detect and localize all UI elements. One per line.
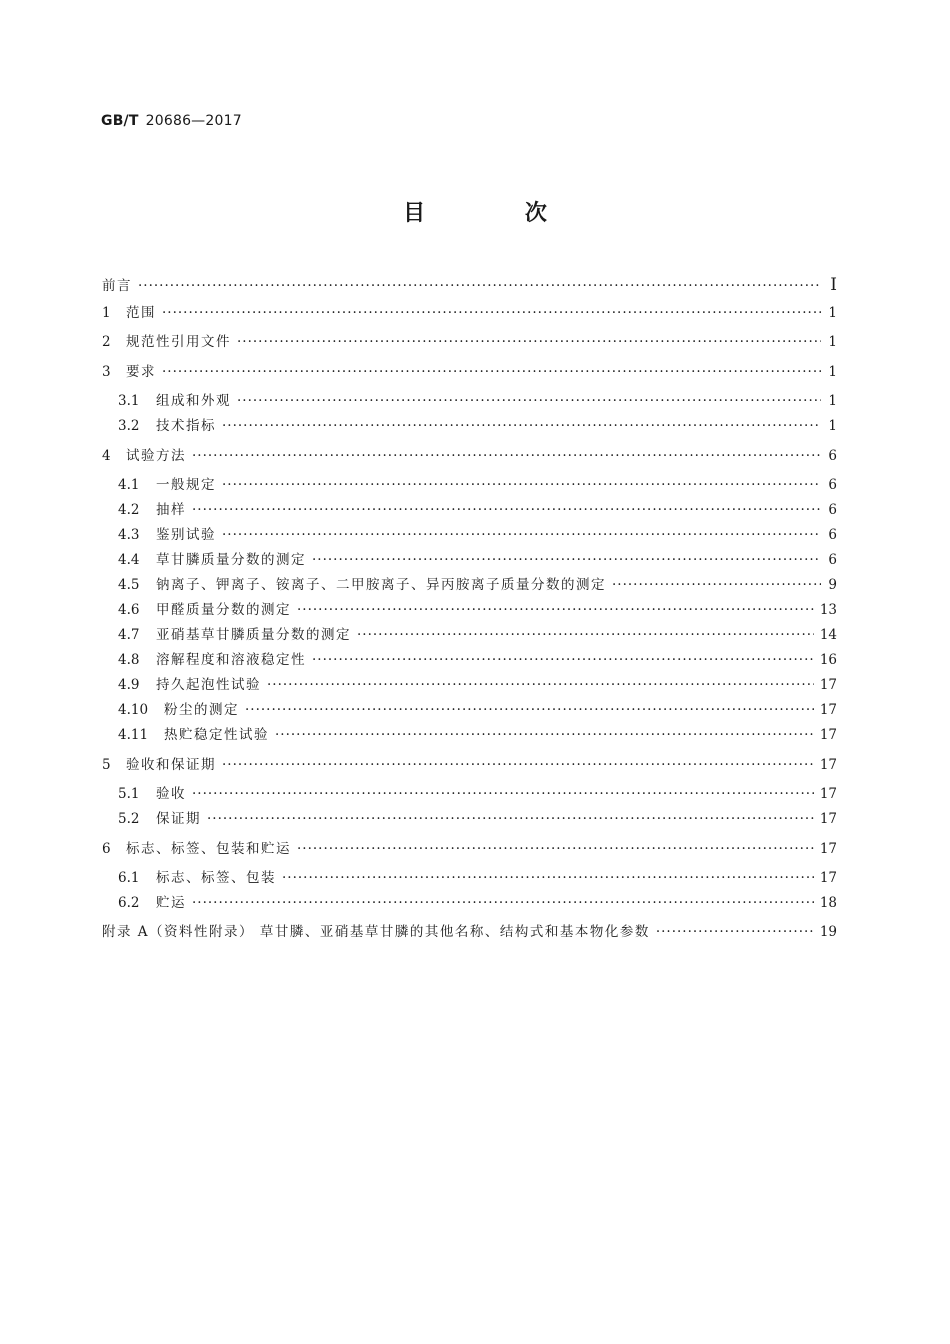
toc-leader-dots [192, 500, 821, 520]
toc-entry-title: 粉尘的测定 [164, 702, 239, 718]
toc-entry-page: 6 [828, 477, 837, 493]
toc-entry[interactable] [102, 275, 837, 295]
toc-entry-title: 贮运 [156, 895, 186, 911]
toc-entry-number: 6.1 [118, 870, 140, 886]
toc-entry-title: 标志、标签、包装 [156, 870, 276, 886]
toc-entry-title: 甲醛质量分数的测定 [156, 602, 291, 618]
toc-leader-dots [357, 625, 814, 645]
toc-entry-page: 17 [819, 757, 837, 773]
toc-entry-page: 14 [819, 627, 837, 643]
toc-entry-page: 1 [828, 393, 837, 409]
toc-leader-dots [222, 525, 821, 545]
toc-leader-dots [297, 839, 814, 859]
toc-entry[interactable] [102, 303, 837, 323]
toc-entry-title: 附录 A（资料性附录） 草甘膦、亚硝基草甘膦的其他名称、结构式和基本物化参数 [102, 924, 650, 940]
toc-entry-number: 4.1 [118, 477, 140, 493]
toc-entry-page: 1 [828, 305, 837, 321]
toc-leader-dots [192, 446, 821, 466]
toc-title: 目 次 [403, 201, 593, 226]
toc-leader-dots [312, 650, 814, 670]
toc-entry-title: 规范性引用文件 [126, 334, 231, 350]
toc-entry-title: 抽样 [156, 502, 186, 518]
toc-leader-dots [297, 600, 814, 620]
toc-entry-page: 17 [819, 841, 837, 857]
toc-entry[interactable] [102, 839, 837, 859]
toc-leader-dots [222, 416, 821, 436]
toc-entry-page: 19 [819, 924, 837, 940]
toc-entry-number: 4.9 [118, 677, 140, 693]
toc-entry-page: 1 [828, 364, 837, 380]
toc-leader-dots [162, 303, 821, 323]
toc-leader-dots [138, 276, 821, 296]
toc-entry-page: 17 [819, 702, 837, 718]
toc-entry[interactable] [102, 362, 837, 382]
toc-entry-page: 17 [819, 870, 837, 886]
toc-entry-title: 验收 [156, 786, 186, 802]
toc-entry[interactable] [118, 809, 837, 829]
toc-entry[interactable] [118, 525, 837, 545]
toc-entry[interactable] [118, 893, 837, 913]
toc-entry-page: 18 [819, 895, 837, 911]
toc-entry-number: 5.1 [118, 786, 140, 802]
toc-entry-number: 5 [102, 757, 111, 773]
standard-prefix: GB/T [101, 113, 139, 129]
toc-entry[interactable] [118, 416, 837, 436]
toc-entry-number: 4.3 [118, 527, 140, 543]
toc-entry-title: 前言 [102, 278, 132, 294]
toc-entry[interactable] [118, 650, 837, 670]
toc-entry-title: 保证期 [156, 811, 201, 827]
toc-entry[interactable] [118, 600, 837, 620]
toc-leader-dots [282, 868, 814, 888]
toc-entry-number: 1 [102, 305, 111, 321]
toc-entry-title: 溶解程度和溶液稳定性 [156, 652, 306, 668]
toc-entry[interactable] [102, 332, 837, 352]
toc-entry-page: 1 [828, 334, 837, 350]
toc-entry-number: 3.2 [118, 418, 140, 434]
toc-entry[interactable] [118, 675, 837, 695]
toc-entry[interactable] [118, 868, 837, 888]
toc-entry-title: 试验方法 [126, 448, 186, 464]
toc-entry-title: 一般规定 [156, 477, 216, 493]
toc-entry-number: 3 [102, 364, 111, 380]
toc-leader-dots [192, 784, 814, 804]
toc-entry-title: 热贮稳定性试验 [164, 727, 269, 743]
toc-entry-title: 亚硝基草甘膦质量分数的测定 [156, 627, 351, 643]
toc-entry-title: 技术指标 [156, 418, 216, 434]
toc-entry-title: 持久起泡性试验 [156, 677, 261, 693]
toc-entry-page: 17 [819, 727, 837, 743]
toc-entry-page: 6 [828, 527, 837, 543]
toc-entry-number: 4.11 [118, 727, 149, 743]
standard-code [101, 113, 242, 129]
toc-entry-page: 1 [828, 418, 837, 434]
toc-entry-number: 4.5 [118, 577, 140, 593]
toc-leader-dots [275, 725, 814, 745]
toc-leader-dots [612, 575, 821, 595]
toc-leader-dots [312, 550, 821, 570]
toc-entry-page: 13 [819, 602, 837, 618]
toc-leader-dots [207, 809, 814, 829]
toc-leader-dots [656, 922, 814, 942]
toc-entry-title: 要求 [126, 364, 156, 380]
toc-leader-dots [222, 475, 821, 495]
toc-entry[interactable] [118, 575, 837, 595]
toc-entry-title: 鉴别试验 [156, 527, 216, 543]
toc-entry-number: 4.10 [118, 702, 149, 718]
toc-entry[interactable] [118, 475, 837, 495]
toc-entry-page: 17 [819, 677, 837, 693]
toc-entry-number: 5.2 [118, 811, 140, 827]
toc-entry[interactable] [102, 755, 837, 775]
toc-entry-page: 6 [828, 502, 837, 518]
toc-entry-number: 6 [102, 841, 111, 857]
toc-leader-dots [192, 893, 814, 913]
toc-leader-dots [237, 332, 821, 352]
toc-entry-number: 3.1 [118, 393, 140, 409]
toc-entry-page: 17 [819, 786, 837, 802]
toc-entry-page: 6 [828, 552, 837, 568]
toc-entry-title: 钠离子、钾离子、铵离子、二甲胺离子、异丙胺离子质量分数的测定 [156, 577, 606, 593]
toc-leader-dots [237, 391, 821, 411]
toc-entry-page: 16 [819, 652, 837, 668]
toc-leader-dots [245, 700, 814, 720]
toc-entry[interactable] [118, 500, 837, 520]
toc-leader-dots [222, 755, 814, 775]
toc-entry[interactable] [118, 550, 837, 570]
toc-entry-page: 9 [828, 577, 837, 593]
toc-entry[interactable] [118, 725, 837, 745]
toc-entry[interactable] [118, 700, 837, 720]
toc-entry[interactable] [102, 922, 837, 942]
toc-leader-dots [267, 675, 814, 695]
toc-entry-number: 4.6 [118, 602, 140, 618]
toc-entry[interactable] [118, 625, 837, 645]
toc-entry-page: 6 [828, 448, 837, 464]
toc-entry-number: 2 [102, 334, 111, 350]
toc-entry-title: 验收和保证期 [126, 757, 216, 773]
standard-number: 20686—2017 [145, 113, 242, 129]
toc-entry-number: 4 [102, 448, 111, 464]
toc-entry-number: 4.2 [118, 502, 140, 518]
toc-entry-number: 4.4 [118, 552, 140, 568]
toc-entry-title: 标志、标签、包装和贮运 [126, 841, 291, 857]
toc-entry-title: 范围 [126, 305, 156, 321]
toc-entry-number: 6.2 [118, 895, 140, 911]
toc-entry-title: 组成和外观 [156, 393, 231, 409]
toc-entry[interactable] [102, 446, 837, 466]
toc-entry[interactable] [118, 784, 837, 804]
toc-entry-number: 4.7 [118, 627, 140, 643]
toc-leader-dots [162, 362, 821, 382]
toc-entry-title: 草甘膦质量分数的测定 [156, 552, 306, 568]
toc-entry-page: 17 [819, 811, 837, 827]
toc-entry-number: 4.8 [118, 652, 140, 668]
toc-entry-page: I [830, 275, 837, 295]
toc-entry[interactable] [118, 391, 837, 411]
